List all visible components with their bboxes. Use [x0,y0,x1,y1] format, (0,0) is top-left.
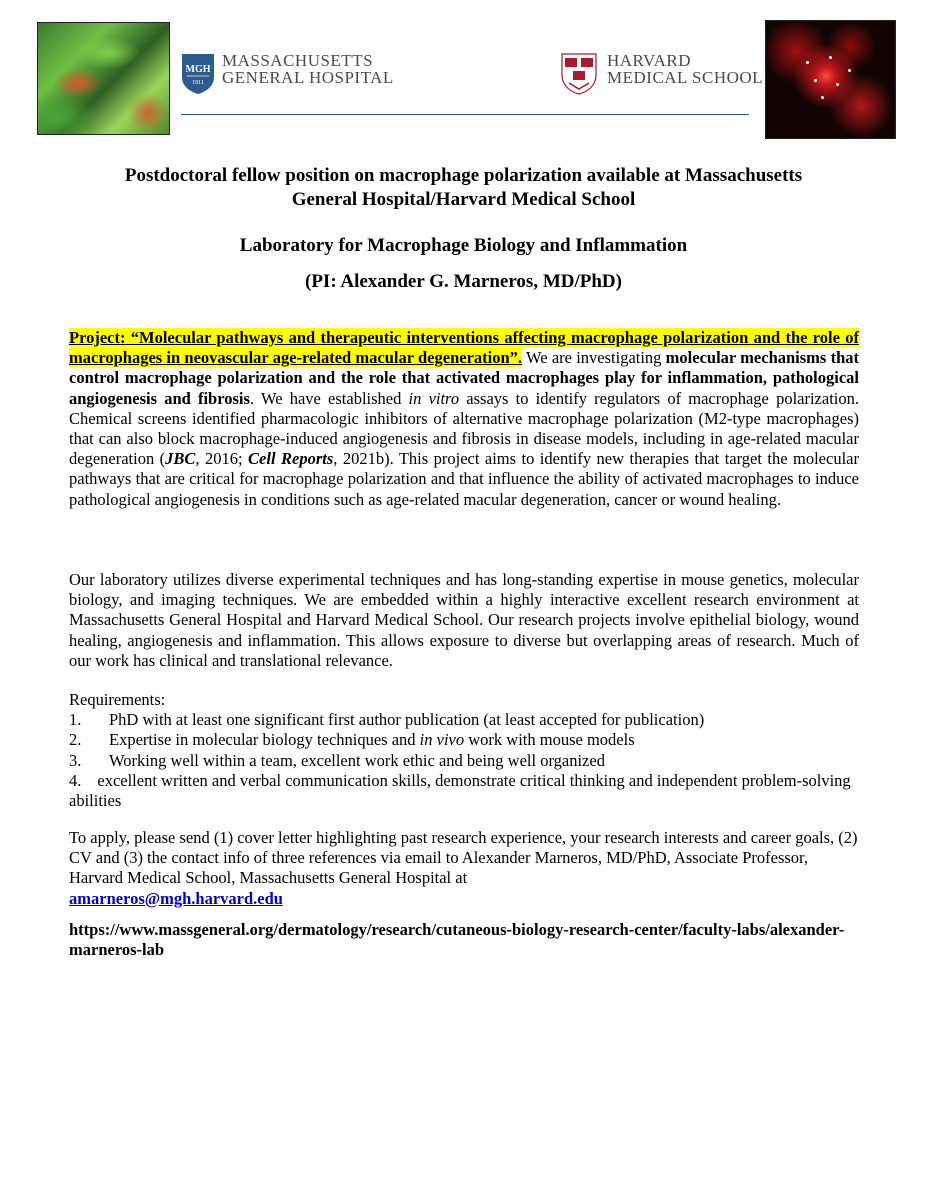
requirement-item [69,710,859,730]
project-text-bold: molecular mechanisms that control macrophage polarization and the role that activated macrophages play for inflammation, pathological angiogenesis and fibrosis [69,348,859,408]
requirement-item [69,730,859,750]
email-link[interactable]: amarneros@mgh.harvard.edu [69,888,283,908]
lab-url[interactable]: https://www.massgeneral.org/dermatology/research/cutaneous-biology-research-center/faculty-labs/alexander-marneros-lab [69,920,845,960]
requirement-item [69,751,859,771]
requirement-number: 3. [69,750,82,770]
mgh-logo-line1: MASSACHUSETTS [222,51,374,70]
project-text-4: , 2016; [195,449,249,469]
project-text-1: We are investigating [526,348,666,368]
hms-logo-text [607,52,763,86]
mgh-shield-year: 1811 [192,80,204,86]
requirement-text: Expertise in molecular biology techniques and [109,730,420,750]
mgh-logo-line2: GENERAL HOSPITAL [222,68,394,87]
journal-cell-reports: Cell Reports [248,449,334,469]
requirement-text: PhD with at least one significant first author publication (at least accepted for publication) [109,710,705,730]
project-text-5: , 2021b). This project aims to identify new therapies that target the molecular pathways that are critical for macrophage polarization and that influence the ability of activated macrophages to induce pathological angiogenesis in conditions such as age-related macular degeneration, cancer or wound healing. [69,449,859,509]
microscopy-image-left [37,22,170,135]
lab-name: Laboratory for Macrophage Biology and Inflammation [239,235,688,256]
requirement-number: 2. [69,730,82,750]
position-title-line1: Postdoctoral fellow position on macrophage polarization available at Massachusetts [124,165,803,186]
project-text-3: assays to identify regulators of macrophage polarization. Chemical screens identified pharmacologic inhibitors of alternative macrophage polarization (M2-type macrophages) that can also block macrophage-induced angiogenesis and fibrosis in disease models, including in age-related macular degeneration ( [69,388,859,469]
project-text-italic: in vitro [408,388,460,408]
project-title: Project: “Molecular pathways and therapeutic interventions affecting macrophage polarization and the role of macrophages in neovascular age-related macular degeneration”. [69,328,859,368]
requirement-number: 1. [69,710,82,730]
position-title [60,164,867,212]
journal-jbc: JBC [165,449,196,469]
requirement-number: 4. [69,770,82,790]
lab-paragraph: Our laboratory utilizes diverse experimental techniques and has long-standing expertise in mouse genetics, molecular biology, and imaging techniques. We are embedded within a highly interactive excellent research environment at Massachusetts General Hospital and Harvard Medical School. Our research projects involve epithelial biology, wound healing, angiogenesis and inflammation. This allows exposure to diverse but overlapping areas of research. Much of our work has clinical and translational relevance. [69,570,859,670]
mgh-shield-logo [181,53,215,100]
requirement-text: Working well within a team, excellent work ethic and being well organized [109,750,605,770]
microscopy-image-right [765,20,896,139]
mgh-logo-text [222,52,394,86]
pi-name: (PI: Alexander G. Marneros, MD/PhD) [305,271,622,292]
requirements-section [69,690,859,811]
hms-shield-logo [561,53,597,100]
requirement-item [69,771,859,811]
apply-text: To apply, please send (1) cover letter highlighting past research experience, your research interests and career goals, (2) CV and (3) the contact info of three references via email to Alexander Marneros, MD/PhD, Associate Professor, Harvard Medical School, Massachusetts General Hospital at [69,828,858,888]
requirement-text: excellent written and verbal communication skills, demonstrate critical thinking and independent problem-solving abilities [69,770,851,811]
apply-section [69,828,859,909]
requirement-text-italic: in vivo [419,730,465,750]
mgh-shield-text: MGH [185,64,211,75]
position-title-line2: General Hospital/Harvard Medical School [291,189,636,210]
requirement-text-after: work with mouse models [464,730,635,750]
project-section [69,328,859,510]
header-divider [181,114,749,115]
requirements-heading: Requirements: [69,690,166,709]
hms-logo-line1: HARVARD [607,51,692,70]
hms-logo-line2: MEDICAL SCHOOL [607,68,764,87]
project-text-2: . We have established [249,388,409,408]
